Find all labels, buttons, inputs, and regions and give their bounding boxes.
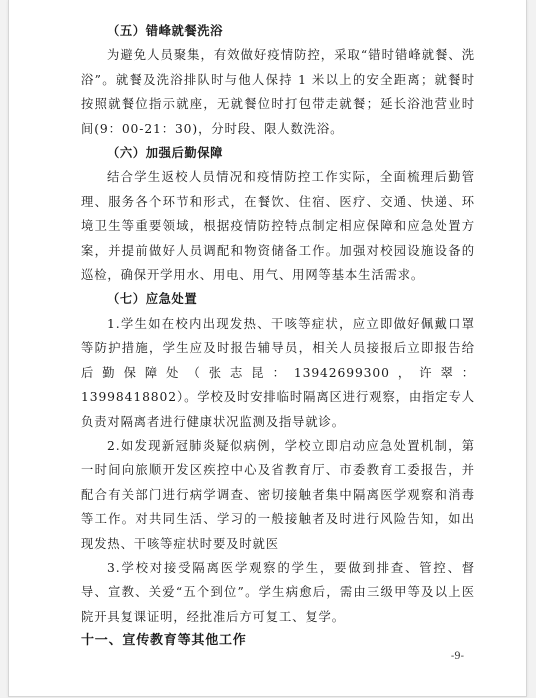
paragraph-emergency-2: 2.如发现新冠肺炎疑似病例，学校立即启动应急处置机制，第一时间向旅顺开发区疾控中心及省教育厅、市委教育工委报告，并配合有关部门进行病学调查、密切接触者集中隔离医学观察和消毒等工作。对共同生活、学习的一般接触者及时进行风险告知，如出现发热、干咳等症状时要及时就医 — [81, 438, 475, 551]
section-heading-6: （六）加强后勤保障 — [107, 145, 224, 161]
paragraph-emergency-3: 3.学校对接受隔离医学观察的学生，要做到排查、管控、督导、宣教、关爱“五个到位”。学生病愈后，需由三级甲等及以上医院开具复课证明，经批准后方可复工、复学。 — [81, 560, 475, 624]
section-title-11: 十一、宣传教育等其他工作 — [81, 633, 247, 649]
document-content — [81, 19, 475, 654]
page-number: -9- — [450, 651, 464, 662]
paragraph-logistics: 结合学生返校人员情况和疫情防控工作实际，全面梳理后勤管理、服务各个环节和形式，在餐饮、住宿、医疗、交通、快递、环境卫生等重要领域，根据疫情防控特点制定相应保障和应急处置方案，并提前做好人员调配和物资储备工作。加强对校园设施设备的巡检，确保开学用水、用电、用气、用网等基本生活需求。 — [81, 170, 475, 283]
document-page — [8, 0, 527, 697]
section-heading-7: （七）应急处置 — [107, 291, 198, 307]
paragraph-dining-bathing: 为避免人员聚集，有效做好疫情防控，采取“错时错峰就餐、洗浴”。就餐及洗浴排队时与他人保持 1 米以上的安全距离；就餐时按照就餐位指示就座，无就餐位时打包带走就餐；延长浴池营业时间(9：00-21：30)，分时段、限人数洗浴。 — [81, 48, 475, 136]
section-heading-5: （五）错峰就餐洗浴 — [107, 23, 224, 38]
paragraph-emergency-1: 1.学生如在校内出现发热、干咳等症状，应立即做好佩戴口罩等防护措施，学生应及时报告辅导员，相关人员接报后立即报告给后勤保障处（张志昆：13942699300，许翠：13998418802）。学校及时安排临时隔离区进行观察，由指定专人负责对隔离者进行健康状况监测及指导就诊。 — [81, 316, 475, 429]
